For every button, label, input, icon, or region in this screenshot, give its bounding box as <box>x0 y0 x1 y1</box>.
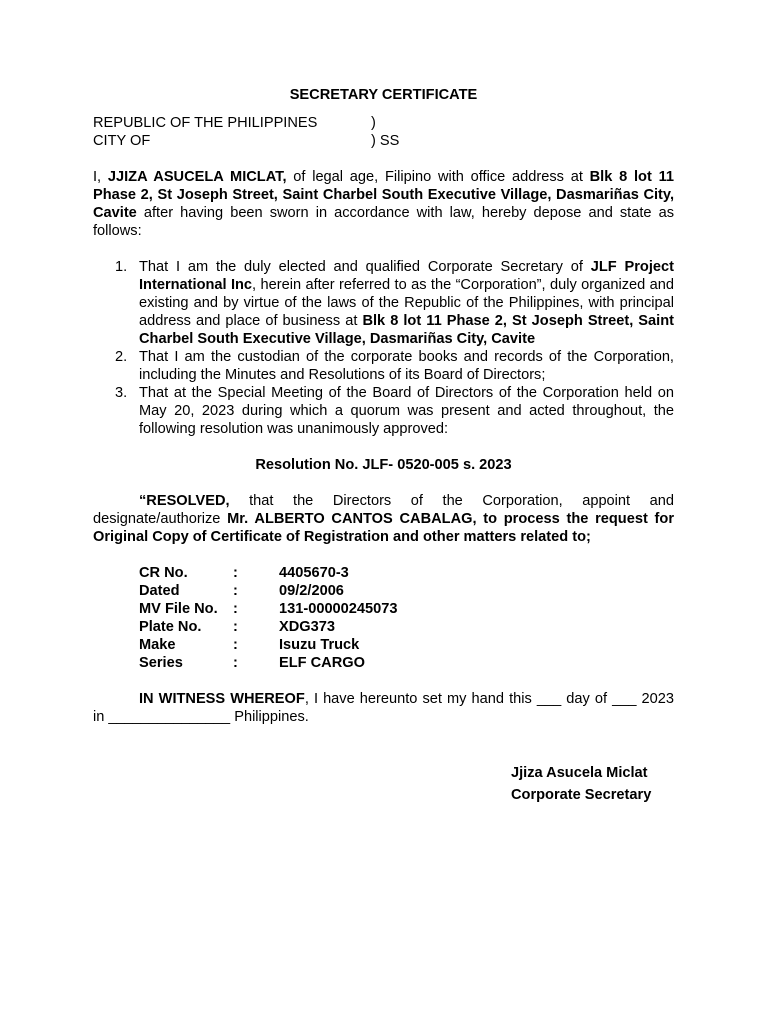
witness-text: , I have hereunto set my hand this ___ day of ___ 2023 in _______________ Philippines. <box>93 691 674 725</box>
detail-colon: : <box>233 583 238 599</box>
venue-bracket-1: ) <box>371 115 376 131</box>
detail-label: CR No. <box>139 565 188 581</box>
signatory-position: Corporate Secretary <box>511 787 652 803</box>
resolved-authorization: Mr. ALBERTO CANTOS CABALAG, to process the request for Original Copy of Certificate of Registration and other matters related to; <box>93 511 674 545</box>
item-number: 3. <box>115 385 128 401</box>
detail-row <box>139 600 674 618</box>
venue-country: REPUBLIC OF THE PHILIPPINES <box>93 115 318 131</box>
detail-row <box>139 582 674 600</box>
venue-row-1 <box>93 114 674 132</box>
company-address: Blk 8 lot 11 Phase 2, St Joseph Street, Saint Charbel South Executive Village, Dasmariñas City, Cavite <box>139 313 674 347</box>
witness-lead: IN WITNESS WHEREOF <box>139 691 305 707</box>
detail-row <box>139 618 674 636</box>
detail-value: 131-00000245073 <box>279 601 398 617</box>
item-text: That I am the custodian of the corporate books and records of the Corporation, including the Minutes and Resolutions of its Board of Directors; <box>139 349 674 383</box>
detail-value: Isuzu Truck <box>279 637 360 653</box>
detail-colon: : <box>233 655 238 671</box>
item-text: , herein after referred to as the “Corporation”, duly organized and existing and by virtue of the laws of the Republic of the Philippines, with principal address and place of business at <box>139 277 674 329</box>
detail-value: 4405670-3 <box>279 565 349 581</box>
resolved-lead: “RESOLVED, <box>139 493 230 509</box>
company-name: JLF Project International Inc <box>139 259 674 293</box>
detail-colon: : <box>233 601 238 617</box>
detail-label: Series <box>139 655 183 671</box>
signatory-name: Jjiza Asucela Miclat <box>511 765 648 781</box>
list-item <box>115 384 674 438</box>
affiant-address: Blk 8 lot 11 Phase 2, St Joseph Street, Saint Charbel South Executive Village, Dasmariñas City, Cavite <box>93 169 674 221</box>
detail-row <box>139 654 674 672</box>
resolved-text: that the Directors of the Corporation, appoint and designate/authorize <box>93 493 674 527</box>
detail-label: Make <box>139 637 176 653</box>
detail-row <box>139 564 674 582</box>
venue-ss: ) SS <box>371 133 400 149</box>
item-text: That I am the duly elected and qualified Corporate Secretary of <box>139 259 591 275</box>
detail-colon: : <box>233 637 238 653</box>
venue-city: CITY OF <box>93 133 151 149</box>
venue-block <box>93 114 674 150</box>
detail-value: XDG373 <box>279 619 335 635</box>
resolution-title: Resolution No. JLF- 0520-005 s. 2023 <box>255 457 512 473</box>
document-title: SECRETARY CERTIFICATE <box>289 87 478 103</box>
intro-paragraph <box>93 168 674 240</box>
intro-text-1: I, <box>93 169 108 185</box>
witness-paragraph <box>93 690 674 726</box>
intro-text-3: after having been sworn in accordance with law, hereby depose and state as follows: <box>93 205 674 239</box>
detail-label: MV File No. <box>139 601 218 617</box>
affiant-name: JJIZA ASUCELA MICLAT, <box>107 169 287 185</box>
detail-value: 09/2/2006 <box>279 583 344 599</box>
detail-label: Plate No. <box>139 619 202 635</box>
detail-value: ELF CARGO <box>279 655 365 671</box>
detail-row <box>139 636 674 654</box>
resolved-paragraph <box>93 492 674 546</box>
intro-text-2: of legal age, Filipino with office address at <box>286 169 590 185</box>
statement-list <box>93 258 674 438</box>
venue-row-2 <box>93 132 674 150</box>
signature-block <box>511 762 674 806</box>
detail-label: Dated <box>139 583 180 599</box>
detail-colon: : <box>233 619 238 635</box>
detail-colon: : <box>233 565 238 581</box>
document-page <box>93 86 674 806</box>
item-number: 1. <box>115 259 128 275</box>
item-text: That at the Special Meeting of the Board of Directors of the Corporation held on May 20, 2023 during which a quorum was present and acted throughout, the following resolution was unanimously approved: <box>139 385 674 437</box>
vehicle-details <box>139 564 674 672</box>
list-item <box>115 258 674 348</box>
list-item <box>115 348 674 384</box>
item-number: 2. <box>115 349 128 365</box>
